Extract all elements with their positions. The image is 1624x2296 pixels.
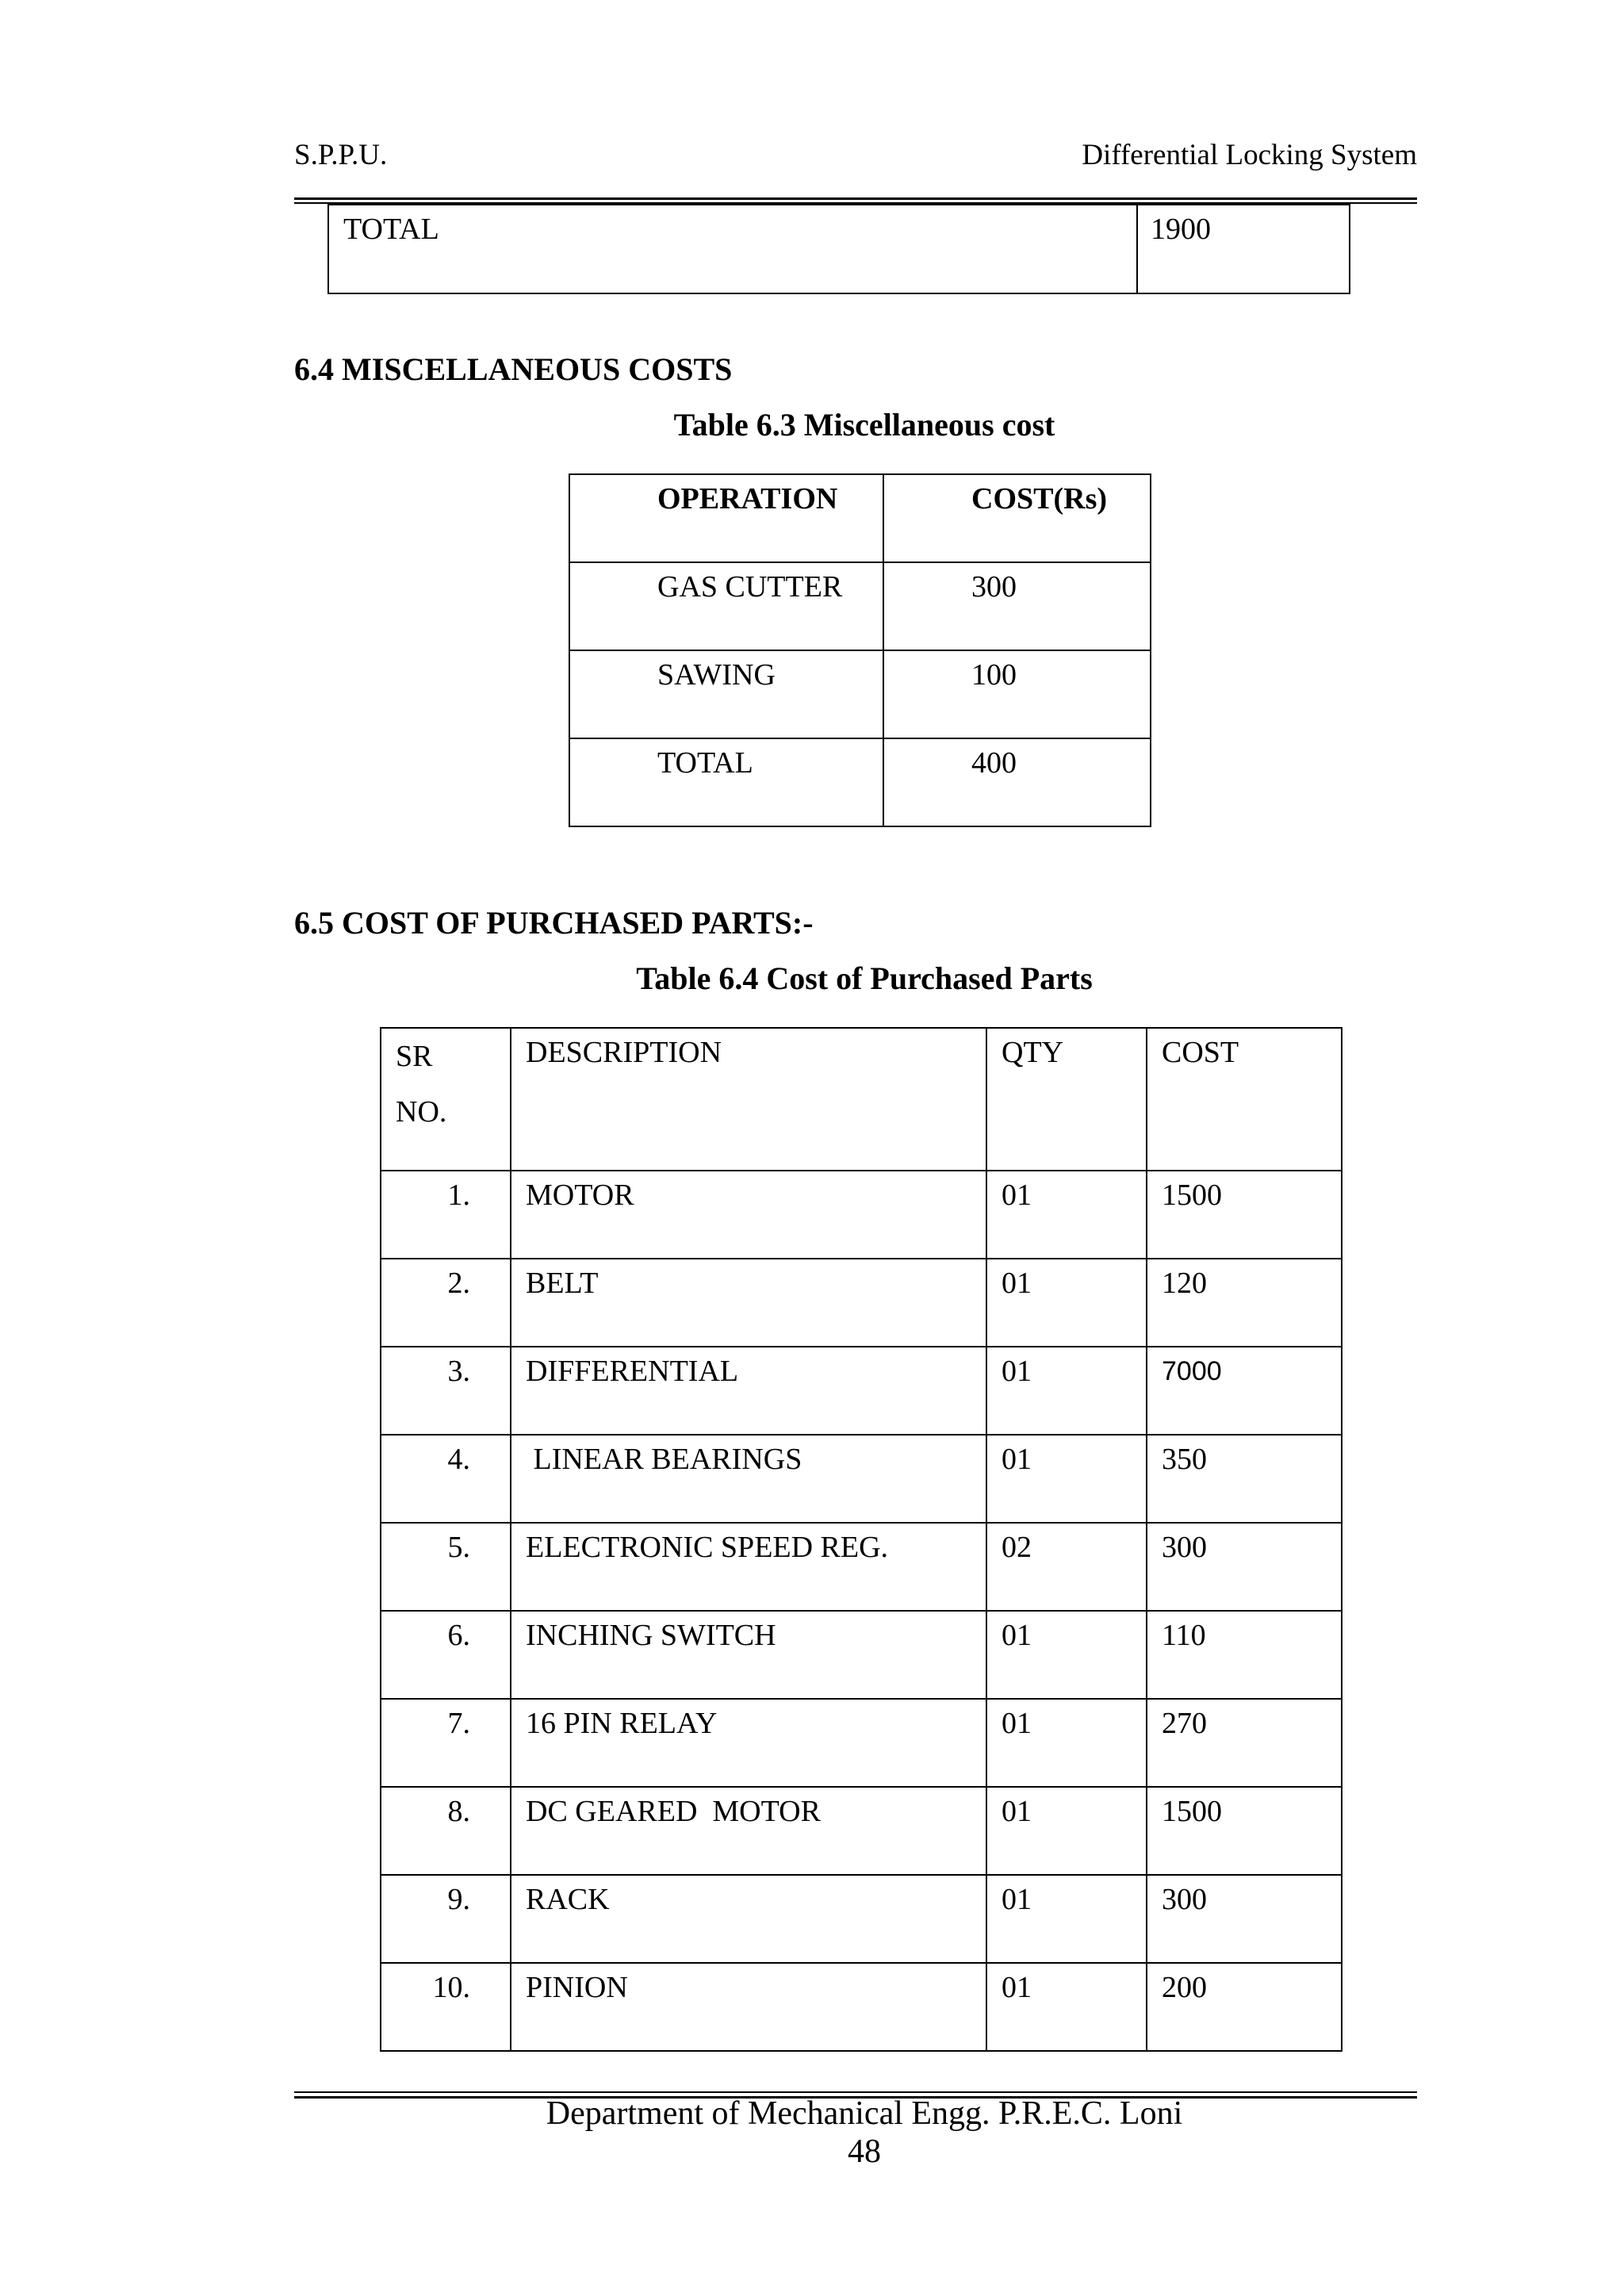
parts-table-caption: Table 6.4 Cost of Purchased Parts: [636, 960, 1093, 996]
parts-description-cell: DC GEARED MOTOR: [511, 1787, 986, 1875]
page-number: 48: [848, 2133, 881, 2170]
parts-qty-cell: 01: [986, 1963, 1147, 2051]
parts-description-cell: BELT: [511, 1259, 986, 1347]
footer-department: Department of Mechanical Engg. P.R.E.C. Loni: [546, 2095, 1183, 2132]
parts-col-sr-line2: NO.: [396, 1095, 447, 1129]
parts-qty-cell: 01: [986, 1787, 1147, 1875]
table-row: [569, 738, 1151, 826]
misc-operation-cell: TOTAL: [569, 738, 883, 826]
parts-sr-cell: 10.: [381, 1963, 511, 2051]
misc-header-row: [569, 474, 1151, 562]
parts-description-cell: LINEAR BEARINGS: [511, 1435, 986, 1523]
carry-total-row: [328, 205, 1350, 293]
parts-description-cell: 16 PIN RELAY: [511, 1699, 986, 1787]
parts-col-description: DESCRIPTION: [511, 1028, 986, 1171]
header-right-text: Differential Locking System: [1082, 139, 1417, 171]
parts-sr-cell: 3.: [381, 1347, 511, 1435]
misc-table-caption: Table 6.3 Miscellaneous cost: [673, 407, 1055, 443]
parts-cost-cell: 200: [1147, 1963, 1342, 2051]
carry-total-label: TOTAL: [328, 205, 1137, 293]
parts-qty-cell: 01: [986, 1435, 1147, 1523]
parts-cost-cell: 1500: [1147, 1171, 1342, 1259]
carry-total-value: 1900: [1137, 205, 1350, 293]
carry-total-table: [327, 204, 1350, 294]
table-row: [381, 1435, 1342, 1523]
parts-description-cell: RACK: [511, 1875, 986, 1963]
parts-qty-cell: 01: [986, 1875, 1147, 1963]
table-row: [381, 1699, 1342, 1787]
parts-qty-cell: 01: [986, 1259, 1147, 1347]
misc-operation-cell: GAS CUTTER: [569, 562, 883, 650]
misc-operation-cell: SAWING: [569, 650, 883, 738]
parts-qty-cell: 01: [986, 1699, 1147, 1787]
header-left-text: S.P.P.U.: [294, 139, 388, 171]
parts-cost-cell: 1500: [1147, 1787, 1342, 1875]
misc-cost-cell: 300: [883, 562, 1151, 650]
parts-sr-cell: 8.: [381, 1787, 511, 1875]
parts-sr-cell: 4.: [381, 1435, 511, 1523]
parts-cost-cell: 300: [1147, 1523, 1342, 1611]
misc-section-heading: 6.4 MISCELLANEOUS COSTS: [294, 351, 733, 387]
parts-sr-cell: 2.: [381, 1259, 511, 1347]
parts-cost-cell: 110: [1147, 1611, 1342, 1699]
table-row: [381, 1171, 1342, 1259]
parts-qty-cell: 02: [986, 1523, 1147, 1611]
misc-col-cost: COST(Rs): [883, 474, 1151, 562]
parts-col-sr-no: [381, 1028, 511, 1171]
parts-sr-cell: 1.: [381, 1171, 511, 1259]
header-rule-top: [294, 197, 1417, 200]
parts-section-heading: 6.5 COST OF PURCHASED PARTS:-: [294, 905, 814, 941]
parts-sr-cell: 9.: [381, 1875, 511, 1963]
table-row: [381, 1347, 1342, 1435]
parts-cost-cell: 270: [1147, 1699, 1342, 1787]
parts-description-cell: MOTOR: [511, 1171, 986, 1259]
parts-col-cost: COST: [1147, 1028, 1342, 1171]
parts-qty-cell: 01: [986, 1611, 1147, 1699]
footer-rule-top: [294, 2091, 1417, 2093]
parts-col-qty: QTY: [986, 1028, 1147, 1171]
table-row: [569, 650, 1151, 738]
parts-cost-cell: 300: [1147, 1875, 1342, 1963]
parts-cost-cell: 350: [1147, 1435, 1342, 1523]
table-row: [381, 1259, 1342, 1347]
misc-cost-table: [569, 473, 1151, 827]
parts-sr-cell: 7.: [381, 1699, 511, 1787]
purchased-parts-table: [380, 1027, 1342, 2052]
misc-col-operation: OPERATION: [569, 474, 883, 562]
parts-qty-cell: 01: [986, 1347, 1147, 1435]
table-row: [569, 562, 1151, 650]
table-row: [381, 1875, 1342, 1963]
parts-description-cell: ELECTRONIC SPEED REG.: [511, 1523, 986, 1611]
table-row: [381, 1611, 1342, 1699]
parts-cost-cell: 120: [1147, 1259, 1342, 1347]
parts-sr-cell: 5.: [381, 1523, 511, 1611]
table-row: [381, 1523, 1342, 1611]
parts-qty-cell: 01: [986, 1171, 1147, 1259]
misc-cost-cell: 400: [883, 738, 1151, 826]
parts-description-cell: PINION: [511, 1963, 986, 2051]
parts-header-row: [381, 1028, 1342, 1171]
parts-sr-cell: 6.: [381, 1611, 511, 1699]
table-row: [381, 1787, 1342, 1875]
parts-cost-cell: 7000: [1147, 1347, 1342, 1435]
parts-description-cell: INCHING SWITCH: [511, 1611, 986, 1699]
parts-col-sr-line1: SR: [396, 1040, 433, 1073]
table-row: [381, 1963, 1342, 2051]
parts-description-cell: DIFFERENTIAL: [511, 1347, 986, 1435]
misc-cost-cell: 100: [883, 650, 1151, 738]
